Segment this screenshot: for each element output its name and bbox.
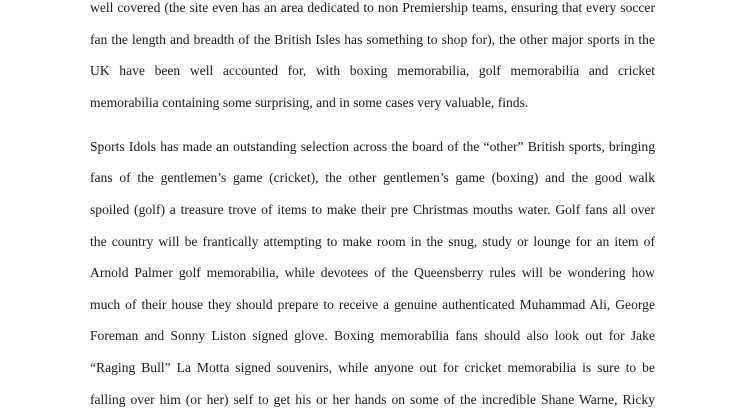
paragraph-spacer — [90, 118, 655, 130]
text-line: Arnold Palmer golf memorabilia, while devotees of the Queensberry rules will be wondering how — [90, 265, 655, 281]
text-line: Sports Idols has made an outstanding selection across the board of the “other” British sports, bringing — [90, 138, 655, 154]
text-line: falling over him (or her) self to get his or her hands on some of the incredible Shane Warne, Ricky — [90, 391, 655, 407]
text-line: well covered (the site even has an area dedicated to non Premiership teams, ensuring that every soccer — [90, 0, 655, 15]
text-line: “Raging Bull” La Motta signed souvenirs, while anyone out for cricket memorabilia is sure to be — [90, 359, 655, 375]
text-line: spoiled (golf) a treasure trove of items to make their pre Christmas mouths water. Golf fans all over — [90, 201, 655, 217]
text-line: UK have been well accounted for, with boxing memorabilia, golf memorabilia and cricket — [90, 63, 655, 79]
text-line: the country will be frantically attempting to make room in the snug, study or lounge for an item of — [90, 233, 655, 249]
document-page — [90, 0, 655, 415]
text-line: fans of the gentlemen’s game (cricket), the other gentlemen’s game (boxing) and the good walk — [90, 170, 655, 186]
paragraph-sports-idols-selection — [90, 131, 655, 415]
paragraph-sports-overview — [90, 0, 655, 118]
text-line: memorabilia containing some surprising, and in some cases very valuable, finds. — [90, 94, 529, 110]
text-line: fan the length and breadth of the British Isles has something to shop for), the other major sports in the — [90, 31, 655, 47]
text-line: much of their house they should prepare to receive a genuine authenticated Muhammad Ali, George — [90, 296, 655, 312]
text-line: Foreman and Sonny Liston signed glove. Boxing memorabilia fans should also look out for Jake — [90, 328, 655, 344]
